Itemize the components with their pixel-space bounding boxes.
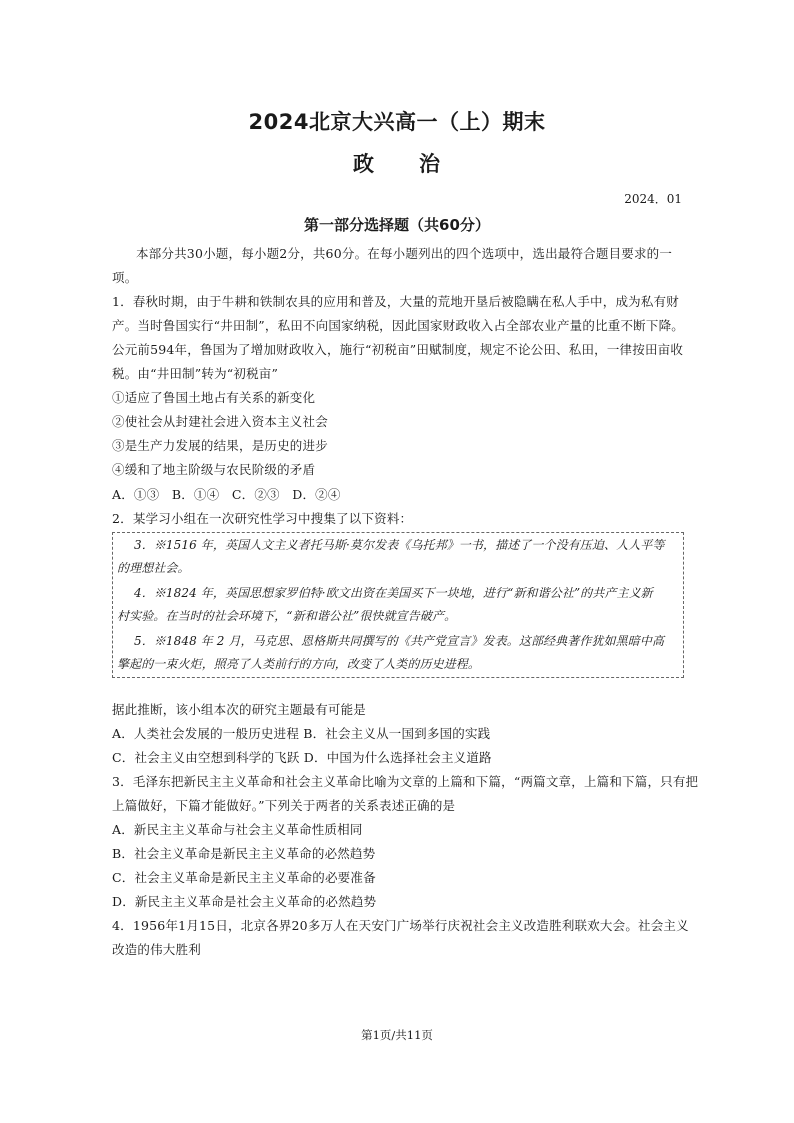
q1-stem-line: 税。由“井田制”转为“初税亩” <box>112 366 279 381</box>
section-title: 第一部分选择题（共60分） <box>304 216 490 234</box>
q2-stem: 2．某学习小组在一次研究性学习中搜集了以下资料： <box>112 511 413 526</box>
exam-subject: 政 治 <box>353 152 441 176</box>
q2-question: 据此推断，该小组本次的研究主题最有可能是 <box>112 702 367 717</box>
q2-material-line: 擎起的一束火炬，照亮了人类前行的方向，改变了人类的历史进程。 <box>117 657 481 671</box>
q2-material-line: 3．※1516 年，英国人文主义者托马斯·莫尔发表《乌托邦》一书，描述了一个没有压迫、人人平等 <box>134 538 665 552</box>
q1-statement: ②使社会从封建社会进入资本主义社会 <box>112 414 328 429</box>
q3-option: B．社会主义革命是新民主主义革命的必然趋势 <box>112 846 376 861</box>
instructions-line: 本部分共30小题，每小题2分，共60分。在每小题列出的四个选项中，选出最符合题目要求的一 <box>136 246 673 261</box>
q1-stem-line: 产。当时鲁国实行“井田制”，私田不向国家纳税，因此国家财政收入占全部农业产量的比重不断下降。 <box>112 318 684 333</box>
page-number: 第1页/共11页 <box>361 1028 433 1042</box>
q4-stem-line: 4．1956年1月15日，北京各界20多万人在天安门广场举行庆祝社会主义改造胜利联欢大会。社会主义 <box>112 918 689 933</box>
q4-stem-line: 改造的伟大胜利 <box>112 942 201 957</box>
exam-date: 2024．01 <box>624 192 682 206</box>
q3-option: C．社会主义革命是新民主主义革命的必要准备 <box>112 870 376 885</box>
q1-stem-line: 1．春秋时期，由于牛耕和铁制农具的应用和普及，大量的荒地开垦后被隐瞒在私人手中，成为私有财 <box>112 294 679 309</box>
q2-option-line: A．人类社会发展的一般历史进程 B．社会主义从一国到多国的实践 <box>112 726 491 741</box>
q2-material-line: 村实验。在当时的社会环境下，“新和谐公社”很快就宣告破产。 <box>117 609 457 623</box>
q1-stem-line: 公元前594年，鲁国为了增加财政收入，施行“初税亩”田赋制度，规定不论公田、私田，一律按田亩收 <box>112 342 684 357</box>
q2-material-line: 4．※1824 年，英国思想家罗伯特·欧文出资在美国买下一块地，进行“新和谐公社”的共产主义新 <box>134 586 653 600</box>
q2-material-line: 的理想社会。 <box>117 561 190 575</box>
q3-stem-line: 3．毛泽东把新民主主义革命和社会主义革命比喻为文章的上篇和下篇，“两篇文章，上篇和下篇，只有把 <box>112 774 699 789</box>
q1-statement: ④缓和了地主阶级与农民阶级的矛盾 <box>112 462 316 477</box>
q1-statement: ③是生产力发展的结果，是历史的进步 <box>112 438 328 453</box>
q1-options: A．①③ B．①④ C．②③ D．②④ <box>112 487 341 502</box>
instructions-line: 项。 <box>112 270 138 285</box>
q2-material-line: 5．※1848 年 2 月，马克思、恩格斯共同撰写的《共产党宣言》发表。这部经典著作犹如黑暗中高 <box>134 634 665 648</box>
q2-option-line: C．社会主义由空想到科学的飞跃 D．中国为什么选择社会主义道路 <box>112 750 492 765</box>
q3-option: A．新民主主义革命与社会主义革命性质相同 <box>112 822 363 837</box>
exam-title: 2024北京大兴高一（上）期末 <box>248 110 546 134</box>
q1-statement: ①适应了鲁国土地占有关系的新变化 <box>112 390 316 405</box>
q3-option: D．新民主主义革命是社会主义革命的必然趋势 <box>112 894 377 909</box>
q3-stem-line: 上篇做好，下篇才能做好。”下列关于两者的关系表述正确的是 <box>112 798 456 813</box>
